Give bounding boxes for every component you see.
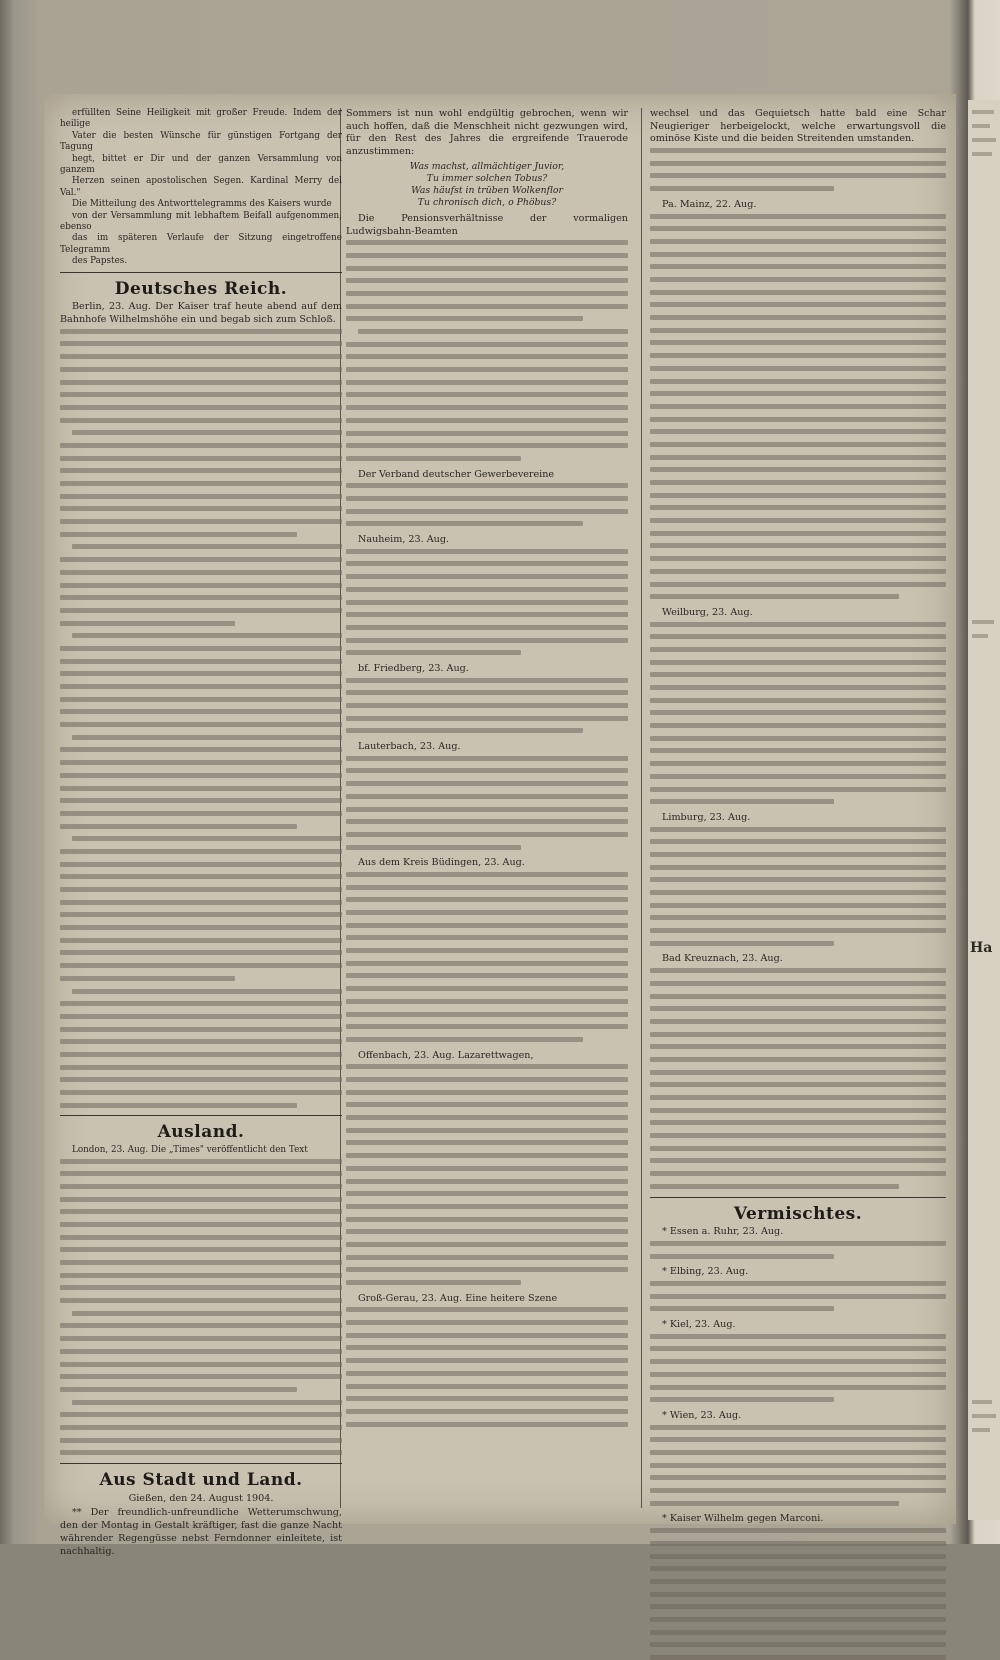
illegible-text-block bbox=[650, 827, 946, 946]
illegible-text-block bbox=[346, 549, 628, 656]
illegible-text-block bbox=[650, 622, 946, 805]
article-opening: Limburg, 23. Aug. bbox=[662, 811, 751, 823]
illegible-text-block bbox=[650, 1334, 946, 1402]
column-rule bbox=[641, 108, 642, 1508]
illegible-text-block bbox=[650, 214, 946, 600]
illegible-text-block bbox=[346, 872, 628, 1042]
article-opening: Bad Kreuznach, 23. Aug. bbox=[662, 953, 783, 965]
section-title-vermischtes: Vermischtes. bbox=[733, 1203, 863, 1224]
illegible-text-block bbox=[346, 1064, 628, 1285]
article-opening: ** Der freundlich-unfreundliche Wetterumschwung, den der Montag in Gestalt kräftiger, fast die ganze Nacht währender Regengüsse nebst Ferndonner einleitete, ist nachhaltig. bbox=[60, 1507, 342, 1557]
article-opening: Nauheim, 23. Aug. bbox=[358, 534, 450, 546]
section-title-ausland: Ausland. bbox=[157, 1122, 245, 1143]
poem: Was machst, allmächtiger Juvior, Tu immer solchen Tobus? Was häufst in trüben Wolkenflor Tu chronisch dich, o Phöbus? bbox=[409, 160, 565, 208]
illegible-text-block bbox=[346, 756, 628, 850]
illegible-text-block bbox=[650, 1425, 946, 1506]
section-title-deutsches-reich: Deutsches Reich. bbox=[114, 278, 288, 299]
illegible-text-block bbox=[346, 240, 628, 461]
illegible-text-block bbox=[650, 1281, 946, 1311]
article-opening: bf. Friedberg, 23. Aug. bbox=[358, 662, 469, 674]
section-divider bbox=[60, 272, 342, 273]
column-1 bbox=[60, 108, 342, 1557]
illegible-text-block bbox=[650, 1241, 946, 1259]
illegible-text-block bbox=[650, 148, 946, 191]
article-continuation: Sommers ist nun wohl endgültig gebrochen, wenn wir auch hoffen, daß die Menschheit nicht gezwungen wird, für den Rest des Jahres die ergreifende Trauerode anzustimmen: bbox=[346, 108, 628, 158]
dateline: Gießen, den 24. August 1904. bbox=[128, 1492, 274, 1504]
illegible-text-block bbox=[60, 329, 342, 1108]
adjacent-page-heading: Ha bbox=[970, 940, 993, 956]
column-3 bbox=[650, 108, 946, 1525]
column-2 bbox=[346, 108, 628, 1518]
article-opening: Berlin, 23. Aug. Der Kaiser traf heute abend auf dem Bahnhofe Wilhelmshöhe ein und begab sich zum Schloß. bbox=[60, 301, 342, 326]
article-opening: Groß-Gerau, 23. Aug. Eine heitere Szene bbox=[358, 1292, 558, 1304]
article-opening: * Wien, 23. Aug. bbox=[662, 1409, 742, 1421]
article-opening: * Kaiser Wilhelm gegen Marconi. bbox=[662, 1513, 824, 1525]
article-opening: * Essen a. Ruhr, 23. Aug. bbox=[662, 1226, 784, 1238]
article-opening: London, 23. Aug. Die „Times" veröffentlicht den Text bbox=[72, 1145, 308, 1156]
article-opening: Pa. Mainz, 22. Aug. bbox=[662, 198, 757, 210]
section-divider bbox=[60, 1463, 342, 1464]
article-opening: * Elbing, 23. Aug. bbox=[662, 1266, 749, 1278]
illegible-text-block bbox=[60, 1159, 342, 1456]
article-opening: * Kiel, 23. Aug. bbox=[662, 1319, 736, 1331]
article-opening: Weilburg, 23. Aug. bbox=[662, 606, 753, 618]
illegible-text-block bbox=[346, 678, 628, 734]
adjacent-page-edge bbox=[968, 100, 1000, 1520]
article-continuation: wechsel und das Gequietsch hatte bald eine Schar Neugieriger herbeigelockt, welche erwartungsvoll die ominöse Kiste und die beiden Streitenden umstanden. bbox=[650, 108, 946, 145]
article-heading: Die Pensionsverhältnisse der vormaligen Ludwigsbahn-Beamten bbox=[346, 212, 628, 237]
illegible-text-block bbox=[346, 1307, 628, 1426]
illegible-text-block bbox=[650, 1528, 946, 1660]
illegible-text-block bbox=[650, 968, 946, 1189]
section-title-stadt-und-land: Aus Stadt und Land. bbox=[99, 1470, 303, 1491]
article-opening: Lauterbach, 23. Aug. bbox=[358, 741, 461, 753]
section-divider bbox=[60, 1115, 342, 1116]
top-fragment: erfüllten Seine Heiligkeit mit großer Freude. Indem der heilige Vater die besten Wünsche für günstigen Fortgang der Tagung hegt, bittet er Dir und der ganzen Versammlung von ganzem Herzen seinen apostolischen Segen. Kardinal Merry del Val." Die Mitteilung des Antworttelegramms des Kaisers wurde von der Versammlung mit lebhaftem Beifall aufgenommen, ebenso das im späteren Verlaufe der Sitzung eingetroffene Telegramm des Papstes. bbox=[60, 108, 342, 267]
illegible-text-block bbox=[346, 483, 628, 526]
article-heading: Der Verband deutscher Gewerbevereine bbox=[358, 468, 555, 480]
article-opening: Aus dem Kreis Büdingen, 23. Aug. bbox=[358, 857, 525, 869]
section-divider bbox=[650, 1197, 946, 1198]
article-opening: Offenbach, 23. Aug. Lazarettwagen, bbox=[358, 1049, 534, 1061]
